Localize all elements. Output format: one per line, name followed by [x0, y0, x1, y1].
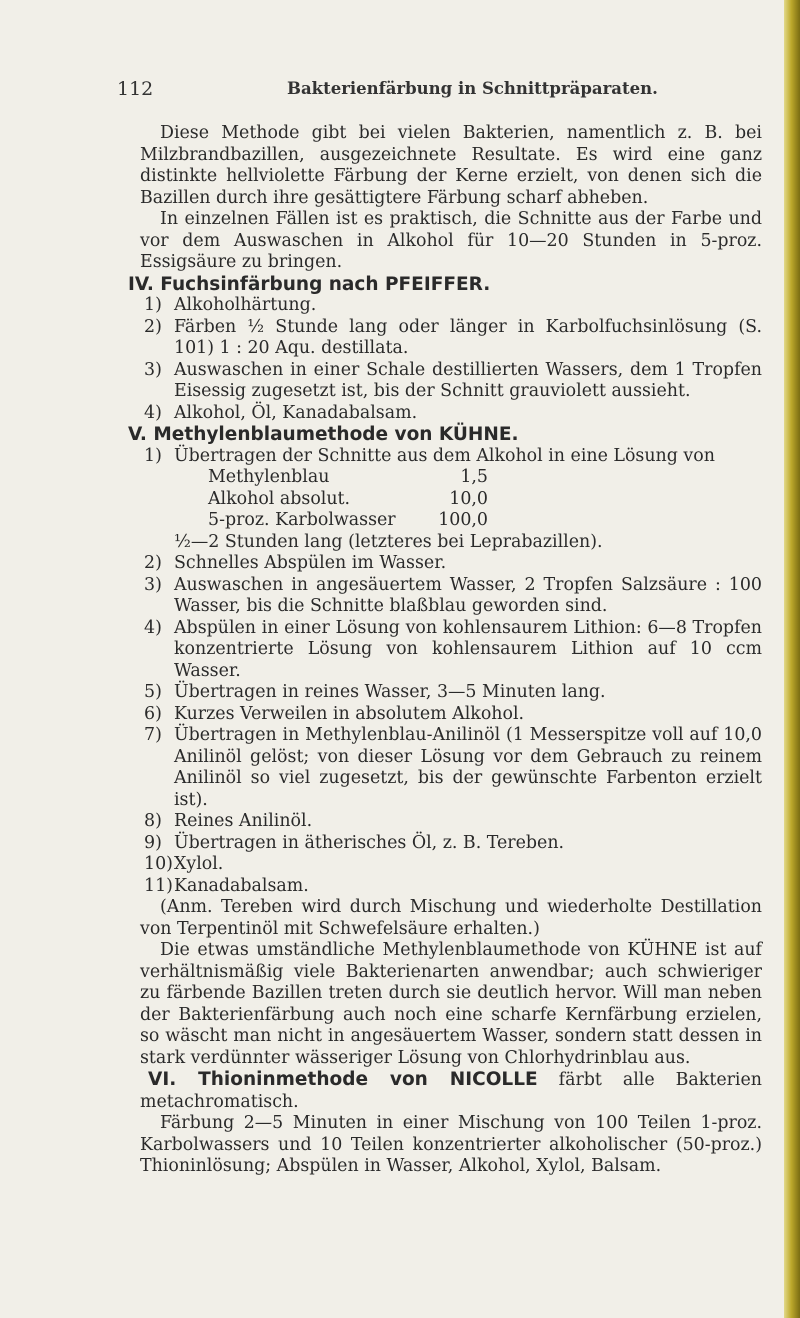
intro-paragraph-1: Diese Methode gibt bei vielen Bakterien, namentlich z. B. bei Milzbrandbazillen, ausgezeichnete Resultate. Es wird eine ganz distinkte hellviolette Färbung der Kerne erzielt, von denen sich die Bazillen durch ihre gesättigtere Färbung scharf abheben. — [140, 123, 762, 208]
step-number: 8) — [144, 811, 162, 831]
step-text: Kurzes Verweilen in absolutem Alkohol. — [174, 703, 525, 724]
list-item — [140, 575, 762, 618]
step-number: 11) — [144, 875, 173, 896]
step-text: Auswaschen in einer Schale destillierten Wassers, dem 1 Tropfen Eisessig zugesetzt ist, bis der Schnitt grauviolett aussieht. — [174, 359, 762, 401]
recipe-ingredient: Methylenblau — [208, 467, 330, 487]
section-heading-vi: VI. Thioninmethode von NICOLLE — [148, 1069, 538, 1090]
list-item — [140, 854, 762, 876]
step-number: 2) — [144, 553, 162, 573]
step-number: 5) — [144, 682, 162, 702]
section-heading-iv: IV. Fuchsinfärbung nach PFEIFFER. — [128, 273, 491, 295]
step-number: 4) — [144, 402, 162, 423]
list-item — [140, 446, 762, 468]
list-item — [140, 833, 762, 855]
step-number: 10) — [144, 854, 173, 874]
recipe-row — [174, 467, 762, 489]
step-text: Kanadabalsam. — [174, 875, 309, 896]
step-text: Alkohol, Öl, Kanadabalsam. — [174, 402, 418, 423]
step-number: 1) — [144, 445, 162, 466]
step-text: Übertragen der Schnitte aus dem Alkohol in eine Lösung von — [174, 445, 715, 466]
list-item — [140, 295, 762, 317]
page-number: 112 — [117, 78, 154, 100]
list-item — [140, 682, 762, 704]
recipe-ingredient: Alkohol absolut. — [208, 488, 351, 509]
list-item — [140, 725, 762, 811]
note-paragraph: (Anm. Tereben wird durch Mischung und wiederholte Destillation von Terpentinöl mit Schwefelsäure erhalten.) — [140, 897, 762, 939]
step-continuation: ½—2 Stunden lang (letzteres bei Leprabazillen). — [174, 531, 603, 552]
intro-paragraph-2: In einzelnen Fällen ist es praktisch, die Schnitte aus der Farbe und vor dem Auswaschen in Alkohol für 10—20 Stunden in 5-proz. Essigsäure zu bringen. — [140, 209, 762, 272]
step-text: Reines Anilinöl. — [174, 811, 313, 831]
recipe-row — [174, 510, 762, 532]
step-text: Alkoholhärtung. — [174, 295, 317, 315]
step-number: 9) — [144, 832, 162, 853]
step-number: 2) — [144, 316, 162, 337]
list-item — [140, 553, 762, 575]
step-number: 1) — [144, 295, 162, 315]
step-text: Schnelles Abspülen im Wasser. — [174, 553, 447, 573]
list-item — [140, 876, 762, 898]
step-text: Abspülen in einer Lösung von kohlensaurem Lithion: 6—8 Tropfen konzentrierte Lösung von kohlensaurem Lithion auf 10 ccm Wasser. — [174, 617, 762, 681]
list-item — [140, 618, 762, 683]
running-title: Bakterienfärbung in Schnittpräparaten. — [287, 79, 658, 98]
section-vi-paragraph — [140, 1069, 762, 1113]
step-number: 3) — [144, 574, 162, 595]
body-text — [128, 123, 762, 1178]
list-item — [140, 317, 762, 360]
body-paragraph: Die etwas umständliche Methylenblaumethode von KÜHNE ist auf verhältnismäßig viele Bakterienarten anwendbar; auch schwieriger zu färbende Bazillen treten durch sie deutlich hervor. Will man neben der Bakterienfärbung auch noch eine scharfe Kernfärbung erzielen, so wäscht man nicht in angesäuertem Wasser, sondern statt dessen in stark verdünnter wässeriger Lösung von Chlorhydrinblau aus. — [140, 940, 762, 1068]
list-item — [140, 704, 762, 726]
section-heading-v: V. Methylenblaumethode von KÜHNE. — [128, 424, 519, 445]
recipe-row — [174, 489, 762, 511]
list-item — [140, 403, 762, 425]
step-text: Übertragen in reines Wasser, 3—5 Minuten lang. — [174, 682, 606, 702]
list-item — [140, 360, 762, 403]
recipe-amount: 100,0 — [438, 510, 488, 530]
body-paragraph: Färbung 2—5 Minuten in einer Mischung von 100 Teilen 1-proz. Karbolwassers und 10 Teilen konzentrierter alkoholischer (50-proz.) Thioninlösung; Abspülen in Wasser, Alkohol, Xylol, Balsam. — [140, 1113, 762, 1176]
step-number: 7) — [144, 725, 162, 745]
recipe-amount: 10,0 — [449, 488, 488, 509]
step-number: 6) — [144, 703, 162, 724]
recipe-amount: 1,5 — [460, 467, 488, 487]
step-number: 3) — [144, 359, 162, 380]
section-heading-vi-rest: färbt alle Bakterien metachromatisch. — [140, 1070, 762, 1112]
step-text: Übertragen in Methylenblau-Anilinöl (1 Messerspitze voll auf 10,0 Anilinöl gelöst; von dieser Lösung vor dem Gebrauch zu reinem Anilinöl so viel zugesetzt, bis der gewünschte Farbenton erzielt ist). — [174, 725, 762, 810]
recipe-ingredient: 5-proz. Karbolwasser — [208, 510, 396, 530]
step-text: Färben ½ Stunde lang oder länger in Karbolfuchsinlösung (S. 101) 1 : 20 Aqu. destillata. — [174, 316, 762, 358]
page-edge — [784, 0, 800, 1318]
recipe-table — [140, 467, 762, 532]
list-item — [140, 811, 762, 833]
step-text: Übertragen in ätherisches Öl, z. B. Tereben. — [174, 832, 565, 853]
step-number: 4) — [144, 617, 162, 638]
step-text: Xylol. — [174, 854, 224, 874]
step-text: Auswaschen in angesäuertem Wasser, 2 Tropfen Salzsäure : 100 Wasser, bis die Schnitte blaßblau geworden sind. — [174, 574, 762, 616]
